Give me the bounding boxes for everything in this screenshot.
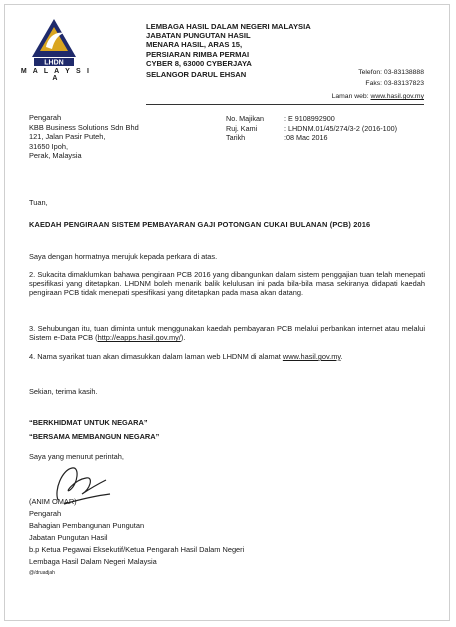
intro: Saya dengan hormatnya merujuk kepada perkara di atas. (29, 252, 218, 261)
paragraph-3 (29, 324, 425, 342)
paragraph-2: 2. Sukacita dimaklumkan bahawa pengiraan PCB 2016 yang dibangunkan dalam sistem penggajian tuan telah menepati spesifikasi yang ditetapkan. LHDNM boleh menarik balik kelulusan ini pada bila-bila masa sekiranya didapati kaedah pengiraan PCB tidak menepati spesifikasi yang ditetapkan pada masa akan datang. (29, 270, 425, 298)
address-line: Perak, Malaysia (29, 151, 82, 160)
laman-link[interactable]: www.hasil.gov.my (370, 93, 424, 100)
ref-key: Ruj. Kami (226, 123, 258, 133)
ref-key: Tarikh (226, 133, 246, 143)
salutation: Tuan, (29, 198, 48, 207)
address-line: 31650 Ipoh, (29, 141, 69, 151)
office-header (146, 22, 311, 79)
motto-2: “BERSAMA MEMBANGUN NEGARA” (29, 432, 160, 441)
sign-line: Lembaga Hasil Dalam Negeri Malaysia (29, 557, 157, 566)
header-line: MENARA HASIL, ARAS 15, (146, 40, 243, 50)
ref-row (226, 124, 397, 134)
header-line: PERSIARAN RIMBA PERMAI (146, 49, 250, 59)
header-line: SELANGOR DARUL EHSAN (146, 70, 247, 80)
sign-line: Bahagian Pembangunan Pungutan (29, 521, 145, 530)
address-line: KBB Business Solutions Sdn Bhd (29, 122, 139, 132)
hasil-link[interactable]: www.hasil.gov.my (282, 352, 341, 361)
address-line: 121, Jalan Pasir Puteh, (29, 132, 106, 141)
ref-value: :08 Mac 2016 (284, 133, 328, 143)
laman-label: Laman web: (331, 93, 369, 100)
ref-value: : LHDNM.01/45/274/3-2 (2016-100) (284, 123, 398, 133)
closing: Sekian, terima kasih. (29, 387, 98, 396)
ref-row (226, 114, 397, 124)
p4-text-end: . (340, 352, 343, 361)
sign-line: Jabatan Pungutan Hasil (29, 533, 108, 542)
logo-country: M A L A Y S I A (20, 68, 92, 82)
recipient-address (29, 113, 139, 161)
signatory-name: (ANIM OMAR) (29, 497, 77, 506)
sign-line: Pengarah (29, 509, 62, 518)
eapps-link[interactable]: http://eapps.hasil.gov.my/ (97, 333, 181, 343)
p4-text: 4. Nama syarikat tuan akan dimasukkan dalam laman web LHDNM di alamat (29, 352, 283, 361)
header-rule (146, 104, 424, 105)
ref-value: : E 9108992900 (284, 114, 335, 123)
address-line: Pengarah (29, 113, 62, 122)
p3-text: 3. Sehubungan itu, tuan diminta untuk menggunakan kaedah pembayaran PCB melalui perbankan internet atau melalui Sistem e-Data PCB ( (29, 324, 425, 343)
p3-text-end: ). (180, 333, 186, 343)
reference-block (226, 114, 397, 143)
faks: Faks: 03-83137823 (365, 80, 424, 87)
header-line: LEMBAGA HASIL DALAM NEGERI MALAYSIA (146, 22, 311, 31)
lhdn-logo-icon (28, 17, 80, 67)
paragraph-4 (29, 352, 425, 361)
footnote: @/druadjah (29, 570, 55, 576)
laman-web (332, 93, 424, 100)
ref-key: No. Majikan (226, 114, 264, 123)
header-line: CYBER 8, 63000 CYBERJAYA (146, 58, 252, 68)
closing-phrase: Saya yang menurut perintah, (29, 452, 124, 461)
telefon: Telefon: 03-83138888 (358, 69, 424, 76)
sign-line: b.p Ketua Pegawai Eksekutif/Ketua Pengarah Hasil Dalam Negeri (29, 545, 245, 554)
logo-initials: LHDN (44, 59, 64, 67)
motto-1: “BERKHIDMAT UNTUK NEGARA” (29, 418, 148, 427)
subject: KAEDAH PENGIRAAN SISTEM PEMBAYARAN GAJI POTONGAN CUKAI BULANAN (PCB) 2016 (29, 220, 371, 229)
ref-row (226, 133, 397, 143)
header-line: JABATAN PUNGUTAN HASIL (146, 31, 251, 41)
